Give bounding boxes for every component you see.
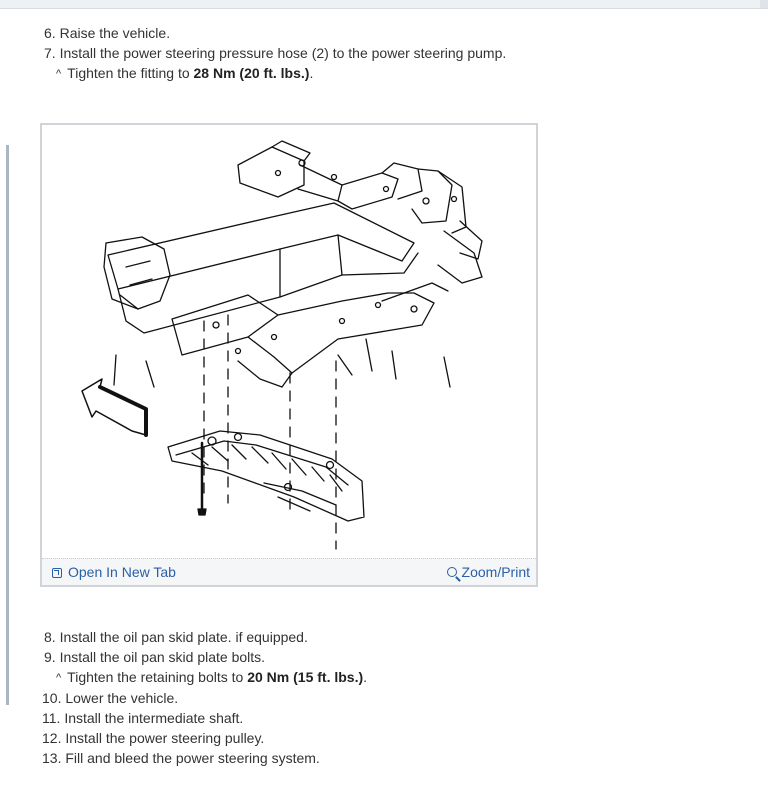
step-text: Install the intermediate shaft. [64, 710, 244, 726]
step-number: 6. [44, 25, 56, 41]
step-text: Install the power steering pulley. [65, 730, 265, 746]
caret-icon: ^ [56, 672, 62, 684]
step-10 [42, 689, 178, 707]
step-9 [44, 648, 265, 666]
zoom-print-label: Zoom/Print [461, 564, 530, 580]
step-text: Install the oil pan skid plate. if equipped. [59, 629, 308, 645]
torque-value: 28 Nm (20 ft. lbs.) [193, 65, 310, 81]
step-6 [44, 24, 170, 42]
torque-prefix: Tighten the retaining bolts to [67, 669, 248, 685]
open-in-new-tab-label: Open In New Tab [68, 564, 176, 580]
skid-plate-illustration [42, 125, 536, 559]
step-8 [44, 628, 308, 646]
step-number: 7. [44, 45, 56, 61]
torque-spec-2 [56, 668, 367, 688]
torque-value: 20 Nm (15 ft. lbs.) [247, 669, 364, 685]
torque-suffix: . [309, 65, 314, 81]
step-text: Fill and bleed the power steering system. [65, 750, 320, 766]
zoom-print-link[interactable] [447, 564, 530, 580]
illustration-figure [40, 123, 538, 587]
step-number: 13. [42, 750, 62, 766]
top-band [0, 0, 768, 9]
step-11 [42, 709, 243, 727]
open-in-new-tab-link[interactable] [52, 564, 176, 580]
step-12 [42, 729, 264, 747]
caret-icon: ^ [56, 68, 62, 80]
step-number: 11. [42, 710, 61, 726]
step-text: Raise the vehicle. [59, 25, 171, 41]
top-band-edge [760, 0, 768, 8]
external-link-icon [52, 568, 62, 578]
figure-footer [42, 558, 536, 585]
step-number: 12. [42, 730, 62, 746]
magnifier-plus-icon [447, 567, 457, 577]
step-text: Lower the vehicle. [65, 690, 179, 706]
step-13 [42, 749, 320, 767]
left-rule [6, 145, 9, 705]
step-number: 10. [42, 690, 62, 706]
step-number: 8. [44, 629, 56, 645]
step-text: Install the power steering pressure hose (2) to the power steering pump. [59, 45, 507, 61]
step-text: Install the oil pan skid plate bolts. [59, 649, 266, 665]
step-number: 9. [44, 649, 56, 665]
torque-spec-1 [56, 64, 313, 84]
torque-prefix: Tighten the fitting to [67, 65, 194, 81]
torque-suffix: . [363, 669, 368, 685]
step-7 [44, 44, 506, 62]
